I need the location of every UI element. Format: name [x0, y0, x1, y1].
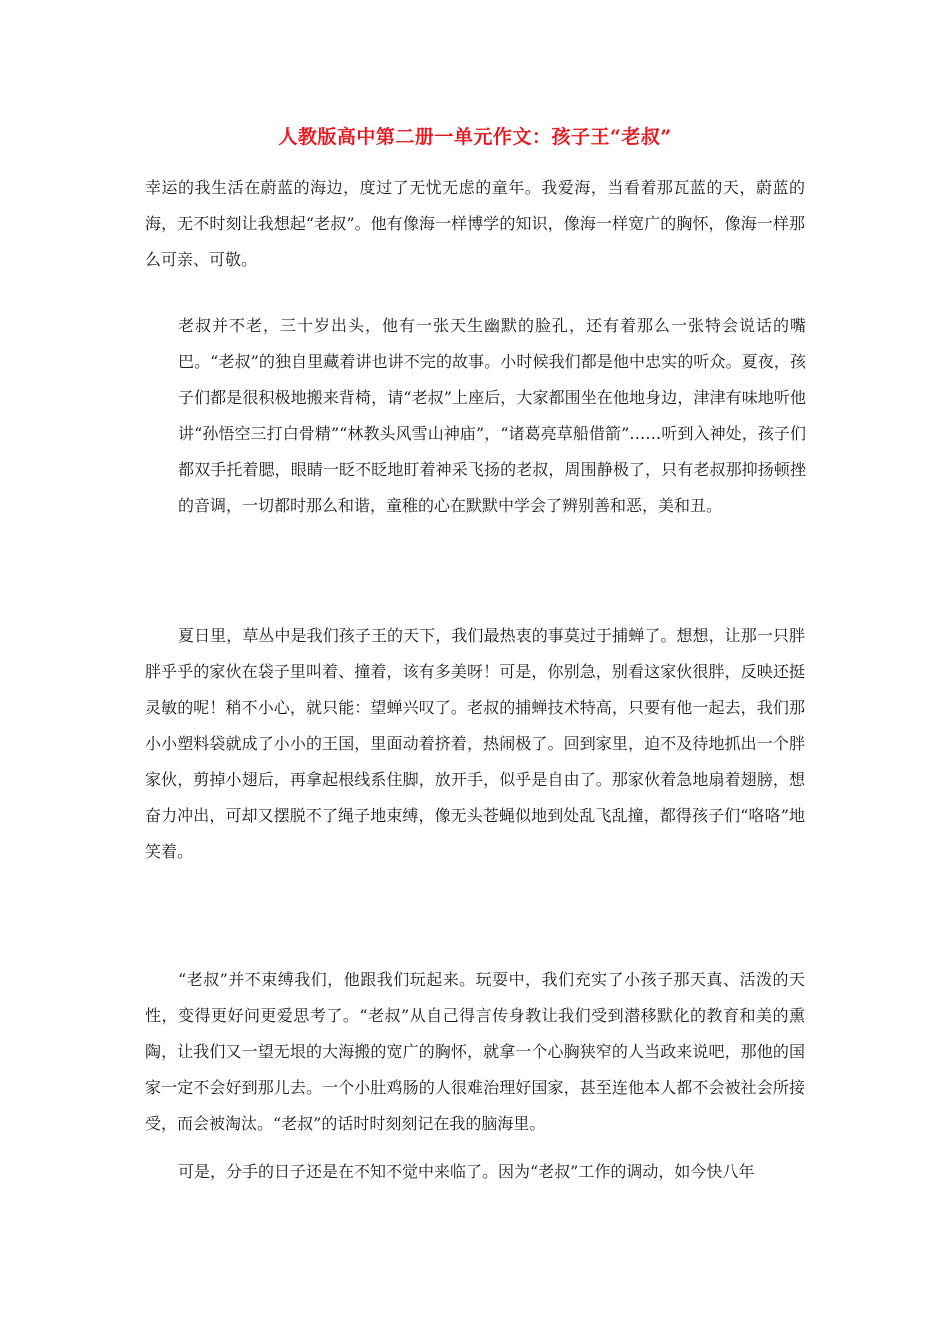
paragraph-4: “老叔”并不束缚我们，他跟我们玩起来。玩耍中，我们充实了小孩子那天真、活泼的天性，变得更好问更爱思考了。“老叔”从自己得言传身教让我们受到潜移默化的教育和美的熏陶，让我们又一望无垠的大海搬的宽广的胸怀，就拿一个心胸狭窄的人当政来说吧，那他的国家一定不会好到那儿去。一个小肚鸡肠的人很难治理好国家，甚至连他本人都不会被社会所接受，而会被淘汰。“老叔”的话时时刻刻记在我的脑海里。 [145, 970, 805, 1133]
paragraph-1: 幸运的我生活在蔚蓝的海边，度过了无忧无虑的童年。我爱海，当看着那瓦蓝的天，蔚蓝的海，无不时刻让我想起“老叔”。他有像海一样博学的知识，像海一样宽广的胸怀，像海一样那么可亲、可敬。 [145, 178, 805, 269]
paragraph-5: 可是，分手的日子还是在不知不觉中来临了。因为“老叔”工作的调动，如今快八年 [178, 1162, 755, 1181]
paragraph-3: 夏日里，草丛中是我们孩子王的天下，我们最热衷的事莫过于捕蝉了。想想，让那一只胖胖乎乎的家伙在袋子里叫着、撞着，该有多美呀！可是，你别急，别看这家伙很胖，反映还挺灵敏的呢！稍不小心，就只能：望蝉兴叹了。老叔的捕蝉技术特高，只要有他一起去，我们那小小塑料袋就成了小小的王国，里面动着挤着，热闹极了。回到家里，迫不及待地抓出一个胖家伙，剪掉小翅后，再拿起根线系住脚，放开手，似乎是自由了。那家伙着急地扇着翅膀，想奋力冲出，可却又摆脱不了绳子地束缚，像无头苍蝇似地到处乱飞乱撞，都得孩子们“咯咯”地笑着。 [145, 626, 805, 861]
document-title: 人教版高中第二册一单元作文：孩子王“老叔” [278, 126, 672, 148]
paragraph-2: 老叔并不老，三十岁出头，他有一张天生幽默的脸孔，还有着那么一张特会说话的嘴巴。“老叔”的独自里藏着讲也讲不完的故事。小时候我们都是他中忠实的听众。夏夜，孩子们都是很积极地搬来背椅，请“老叔”上座后，大家都围坐在他地身边，津津有味地听他讲“孙悟空三打白骨精”“林教头风雪山神庙”，“诸葛亮草船借箭”……听到入神处，孩子们都双手托着腮，眼睛一眨不眨地盯着神采飞扬的老叔，周围静极了，只有老叔那抑扬顿挫的音调，一切都时那么和谐，童稚的心在默默中学会了辨别善和恶，美和丑。 [178, 316, 806, 515]
